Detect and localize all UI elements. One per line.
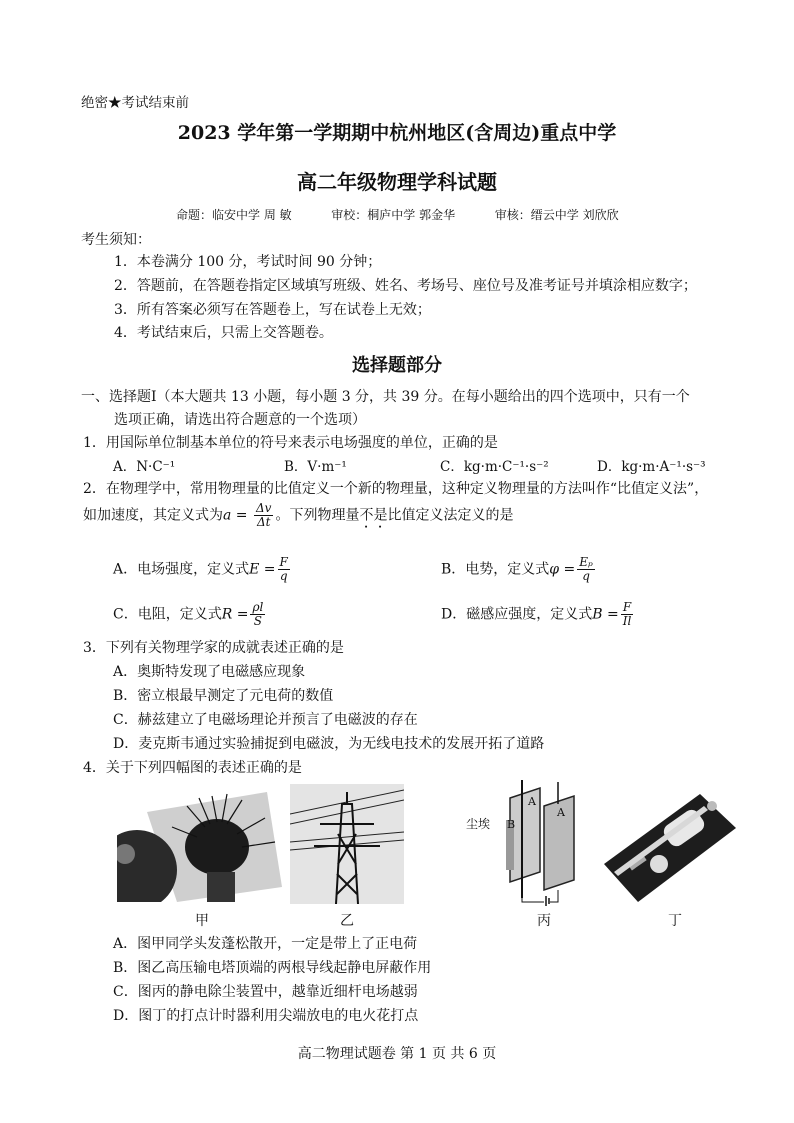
q2-fraction [254, 502, 273, 529]
caption-yi: 乙 [340, 913, 354, 929]
frac-den: Δt [256, 515, 271, 529]
formula-lhs: φ = [549, 561, 576, 578]
page-footer: 高二物理试题卷 第 1 页 共 6 页 [297, 1046, 497, 1062]
q2-emphasis-not: 不是 [359, 507, 388, 524]
caption-ding: 丁 [668, 913, 682, 929]
option-text: C．电阻，定义式 [113, 606, 222, 623]
formula-lhs: E = [249, 561, 276, 578]
option-text: D．磁感应强度，定义式 [441, 606, 593, 623]
author-review2: 审核：缙云中学 刘欣欣 [494, 208, 619, 222]
frac-num: Eₚ [579, 555, 593, 569]
q1-option-d: D．kg·m·A⁻¹·s⁻³ [597, 459, 706, 475]
frac-den: S [253, 614, 263, 628]
fig-bing-label-a2: A [557, 806, 565, 819]
q3-option-c: C．赫兹建立了电磁场理论并预言了电磁波的存在 [113, 712, 418, 728]
frac-den: Il [622, 614, 632, 628]
exam-title: 2023 学年第一学期期中杭州地区(含周边)重点中学 [177, 122, 617, 144]
author-line [176, 206, 619, 223]
part1-instruction: 一、选择题Ⅰ（本大题共 13 小题，每小题 3 分，共 39 分。在每小题给出的四个选项中，只有一个 [81, 389, 690, 405]
q1-option-b: B．V·m⁻¹ [284, 459, 347, 475]
fig-bing-label-dust: 尘埃 [466, 817, 491, 831]
q2-stem-line2 [83, 502, 513, 532]
formula-fraction [278, 556, 290, 583]
notice-heading: 考生须知： [81, 232, 151, 248]
figure-ding-photo [604, 794, 736, 902]
q2-option-d [441, 601, 635, 628]
q2-option-b [441, 556, 597, 583]
confidential-mark: 绝密★考试结束前 [81, 95, 189, 111]
fig-bing-label-b: B [507, 818, 516, 831]
formula-fraction [621, 601, 634, 628]
caption-jia: 甲 [195, 913, 209, 929]
frac-num: Δv [256, 501, 272, 515]
part1-instruction-cont: 选项正确，请选出符合题意的一个选项） [114, 412, 366, 428]
q3-stem: 3．下列有关物理学家的成就表述正确的是 [83, 640, 344, 656]
section-title: 选择题部分 [352, 355, 442, 376]
q2-option-a [113, 556, 292, 583]
frac-num: ρl [252, 600, 264, 614]
q1-option-c: C．kg·m·C⁻¹·s⁻² [440, 459, 549, 475]
frac-den: q [582, 569, 590, 583]
q4-option-b: B．图乙高压输电塔顶端的两根导线起静电屏蔽作用 [113, 960, 432, 976]
q4-stem: 4．关于下列四幅图的表述正确的是 [83, 760, 302, 776]
q4-option-d: D．图丁的打点计时器利用尖端放电的电火花打点 [113, 1008, 419, 1024]
notice-item: 4．考试结束后，只需上交答题卷。 [114, 325, 333, 341]
q2-var-a: a [223, 507, 232, 524]
q2-eq: = [231, 507, 252, 524]
option-text: B．电势，定义式 [441, 561, 550, 578]
q1-option-a: A．N·C⁻¹ [113, 459, 176, 475]
formula-lhs: R = [221, 606, 249, 623]
q4-option-c: C．图丙的静电除尘装置中，越靠近细杆电场越弱 [113, 984, 418, 1000]
option-text: A．电场强度，定义式 [113, 561, 250, 578]
author-set: 命题：临安中学 周 敏 [176, 208, 292, 222]
frac-num: F [621, 601, 634, 615]
q3-option-a: A．奥斯特发现了电磁感应现象 [113, 664, 306, 680]
frac-den: q [279, 569, 288, 583]
q2-stem-text: 如加速度，其定义式为 [83, 507, 223, 524]
notice-item: 2．答题前，在答题卷指定区域填写班级、姓名、考场号、座位号及准考证号并填涂相应数字； [114, 278, 697, 294]
q2-stem-text: 。下列物理量 [275, 507, 360, 524]
notice-item: 1．本卷满分 100 分，考试时间 90 分钟； [114, 254, 382, 270]
q2-stem-line1: 2．在物理学中，常用物理量的比值定义一个新的物理量，这种定义物理量的方法叫作“比值定义法”， [83, 481, 709, 497]
notice-item: 3．所有答案必须写在答题卷上，写在试卷上无效； [114, 302, 431, 318]
q1-stem: 1．用国际单位制基本单位的符号来表示电场强度的单位，正确的是 [83, 435, 498, 451]
q2-stem-text: 比值定义法定义的是 [387, 507, 514, 524]
figure-yi-photo [290, 784, 404, 904]
exam-subtitle: 高二年级物理学科试题 [297, 170, 497, 194]
q2-option-c [113, 601, 267, 628]
formula-fraction [250, 601, 265, 628]
frac-num: F [279, 555, 288, 569]
formula-fraction [577, 556, 595, 583]
q3-option-b: B．密立根最早测定了元电荷的数值 [113, 688, 334, 704]
author-review1: 审校：桐庐中学 郭金华 [331, 208, 456, 222]
figure-jia-photo [117, 792, 282, 902]
formula-lhs: B = [592, 606, 619, 623]
fig-bing-label-a1: A [528, 795, 536, 808]
caption-bing: 丙 [537, 913, 551, 929]
q3-option-d: D．麦克斯韦通过实验捕捉到电磁波，为无线电技术的发展开拓了道路 [113, 736, 545, 752]
q4-option-a: A．图甲同学头发蓬松散开，一定是带上了正电荷 [113, 936, 418, 952]
